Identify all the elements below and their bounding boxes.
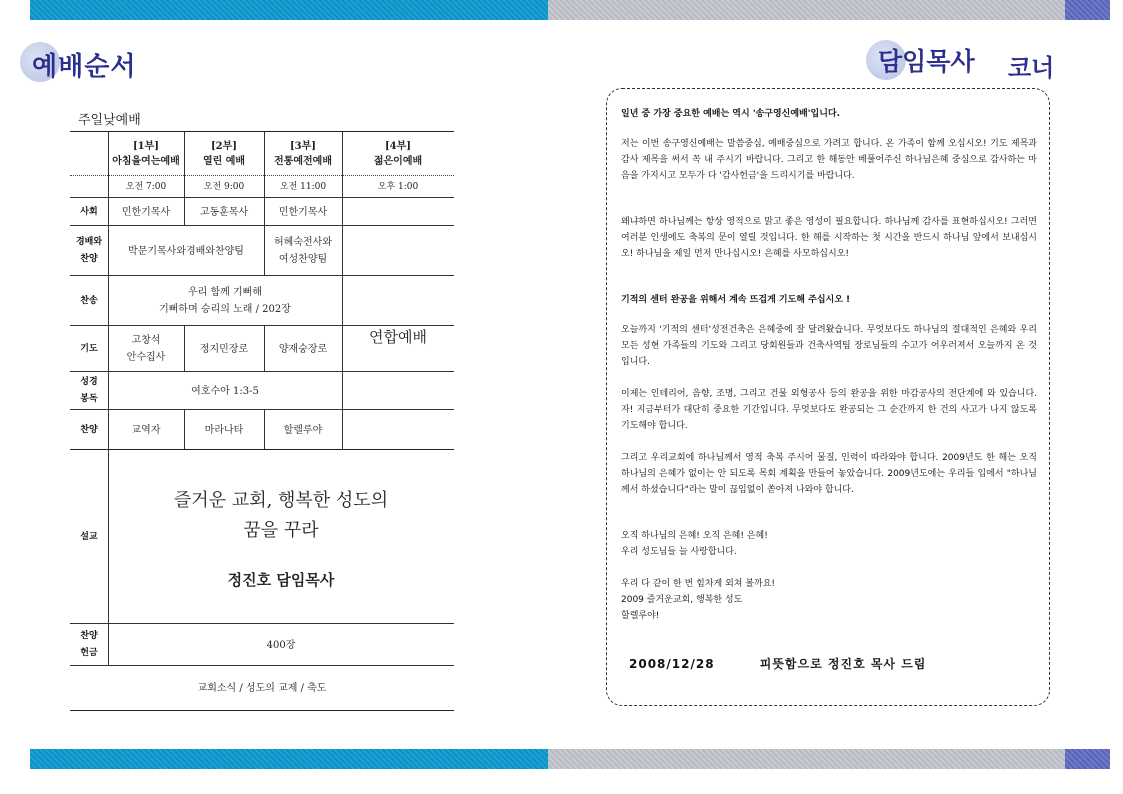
message-signature [629, 655, 1029, 672]
service-2-head [184, 132, 264, 176]
pastor-corner-heading [866, 38, 1066, 84]
bottom-band [0, 749, 1123, 769]
left-title-text: 예배순서 [32, 52, 137, 82]
sermon-preacher: 정진호 담임목사 [227, 570, 335, 589]
prayer-1: 고창석 안수집사 [126, 335, 166, 363]
footer-text: 교회소식 / 성도의 교제 / 축도 [197, 682, 327, 694]
message-paragraph-7: 우리 다 같이 한 번 힘차게 외쳐 볼까요! 2009 즐거운교회, 행복한 성도 할렐루야! [621, 579, 776, 621]
service-2-name: 열린 예배 [202, 156, 246, 167]
prayer-3: 양재숭장로 [278, 343, 328, 355]
host-1: 민한기목사 [121, 206, 171, 218]
host-3: 민한기목사 [278, 206, 328, 218]
service-1-time: 오전 7:00 [125, 181, 167, 192]
footer-row [70, 665, 454, 711]
prayer-label: 기도 [80, 343, 98, 354]
praise-2: 허혜숙전사와 여성찬양팀 [274, 237, 332, 265]
service-4-time: 오후 1:00 [377, 181, 419, 192]
message-paragraph-5: 그리고 우리교회에 하나님께서 영적 축복 주시어 물질, 인력이 따라와야 합니다. 2009년도 한 해는 오직 하나님의 은혜가 없이는 안 되도록 목회 계획을 만들어 놓았습니다. 2009년도에는 우리들 입에서 "하나님께서 하셨습니다"라는 말이 끊임없이 쏟아져 나와야 합니다. [621, 453, 1037, 495]
message-paragraph-3: 오늘까지 '기적의 센터'성전건축은 은혜중에 잘 달려왔습니다. 무엇보다도 하나님의 절대적인 은혜와 우리 모든 성현 가족들의 기도와 그리고 당회원들과 건축사역팀 장로님들의 수고가 어우러져서 오늘까지 온 것입니다. [621, 325, 1037, 367]
signature-name: 피뜻함으로 정진호 목사 드림 [759, 657, 927, 671]
offering-row [70, 623, 454, 666]
sermon-title: 즐거운 교회, 행복한 성도의 꿈을 꾸라 [173, 489, 389, 541]
message-heading-1: 일년 중 가장 중요한 예배는 역시 '송구영신예배'입니다. [621, 109, 840, 119]
message-paragraph-4: 이제는 인테리어, 음향, 조명, 그리고 건물 외형공사 등의 완공을 위한 마감공사의 전단계에 와 있습니다. 자! 지금부터가 대단히 중요한 기간입니다. 무엇보다도 완공되는 그 순간까지 한 건의 사고가 나지 않도록 기도해야 합니다. [621, 389, 1037, 431]
choir-3: 할렐루야 [283, 424, 323, 436]
united-worship: 연합예배 [369, 327, 427, 346]
top-band-teal [30, 0, 548, 20]
praise-1: 박문기목사와경배와찬양팀 [128, 245, 244, 257]
top-band-blue [1065, 0, 1110, 20]
signature-date: 2008/12/28 [629, 657, 715, 671]
choir-1: 교역자 [131, 424, 161, 436]
service-4-num: [4부] [384, 141, 412, 152]
bottom-band-teal [30, 749, 548, 769]
service-3-name: 전통예전예배 [274, 156, 332, 167]
worship-schedule [70, 109, 454, 694]
message-paragraph-1: 저는 이번 송구영신예배는 말씀중심, 예배중심으로 가려고 합니다. 온 가족이 함께 오십시오! 기도 제목과 감사 제목을 써서 꼭 내 주시기 바랍니다. 그리고 한 해동안 베풀어주신 하나님은혜 중심으로 감사하는 마음을 가지시고 모두가 다 '감사헌금'을 드리시기를 바랍니다. [621, 139, 1037, 181]
hymn-label: 찬송 [80, 295, 98, 306]
hymn-text: 우리 함께 기뻐해 기뻐하며 승리의 노래 / 202장 [159, 287, 291, 315]
service-time-row [70, 175, 454, 198]
message-paragraph-6: 오직 하나님의 은혜! 오직 은혜! 은혜! 우리 성도님들 늘 사랑합니다. [621, 531, 768, 557]
sermon-row [70, 449, 454, 624]
bottom-band-blue [1065, 749, 1110, 769]
right-title-text-b: 코너 [1008, 54, 1055, 82]
service-1-num: [1부] [132, 141, 160, 152]
sermon-label: 설교 [80, 531, 98, 542]
service-1-head [108, 132, 184, 176]
choir-label: 찬양 [80, 424, 98, 435]
order-of-worship-heading [20, 38, 160, 84]
scripture-label: 성경 봉독 [80, 377, 98, 404]
service-2-num: [2부] [210, 141, 238, 152]
offering-text: 400장 [266, 639, 296, 651]
message-paragraph-2: 왜냐하면 하나님께는 항상 영적으로 맑고 좋은 영성이 필요합니다. 하나님께 감사를 표현하십시오! 그러면 여러분 인생에도 축복의 문이 열릴 것입니다. 한 해를 시작하는 첫 시간을 반드시 하나님 앞에서 보내십시오! 하나님을 제일 먼저 만나십시오! 은혜를 사모하십시오! [621, 217, 1037, 259]
service-2-time: 오전 9:00 [203, 181, 245, 192]
service-3-head [264, 132, 342, 176]
prayer-2: 정지민장로 [199, 343, 249, 355]
schedule-caption: 주일낮예배 [78, 113, 141, 128]
message-heading-2: 기적의 센터 완공을 위해서 계속 뜨겁게 기도해 주십시오 ! [621, 295, 851, 305]
pastor-message-box [606, 88, 1050, 706]
right-title-text-a: 담임목사 [878, 47, 975, 76]
scripture-text: 여호수아 1:3-5 [191, 385, 259, 397]
host-label: 사회 [80, 206, 98, 217]
service-4-head [342, 132, 454, 176]
sermon-content [108, 450, 454, 624]
choir-2: 마라나타 [204, 424, 244, 436]
service-header-row [70, 131, 454, 176]
top-band-grey [548, 0, 1065, 20]
service-3-time: 오전 11:00 [279, 181, 327, 192]
offering-label: 찬양 헌금 [80, 631, 98, 658]
bottom-band-grey [548, 749, 1065, 769]
service-1-name: 아침을여는예배 [112, 156, 180, 167]
host-2: 고동훈목사 [199, 206, 249, 218]
praise-label: 경배와 찬양 [75, 237, 103, 264]
host-row [70, 197, 454, 226]
service-3-num: [3부] [289, 141, 317, 152]
service-4-name: 젊은이예배 [373, 156, 423, 167]
top-band [0, 0, 1123, 20]
